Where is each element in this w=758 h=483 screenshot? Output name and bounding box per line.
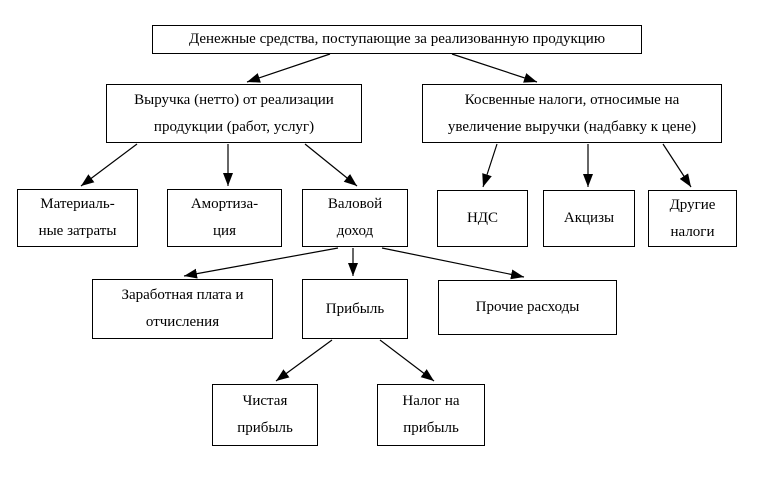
node-profit xyxy=(302,279,408,339)
node-wages-line2: отчисления xyxy=(145,314,220,330)
node-other-taxes xyxy=(648,190,737,247)
node-depreciation xyxy=(167,189,282,247)
node-net-revenue-line1: Выручка (нетто) от реализации xyxy=(134,91,334,108)
node-vat xyxy=(437,190,528,247)
node-excise-label: Акцизы xyxy=(563,210,615,226)
node-net-revenue xyxy=(106,84,362,143)
node-gross-income-line2: доход xyxy=(336,223,374,239)
edge-gross-income-to-wages xyxy=(184,248,338,276)
node-gross-income xyxy=(302,189,408,247)
node-depreciation-line1: Амортиза- xyxy=(190,196,259,212)
node-indirect-taxes-line1: Косвенные налоги, относимые на xyxy=(464,91,680,108)
edge-net-revenue-to-gross-income xyxy=(305,144,357,186)
node-net-profit-line1: Чистая xyxy=(242,393,288,409)
edge-cash-to-net-revenue xyxy=(247,54,330,82)
node-other-expenses-label: Прочие расходы xyxy=(475,299,580,315)
node-wages xyxy=(92,279,273,339)
node-material-costs xyxy=(17,189,138,247)
node-profit-tax-line2: прибыль xyxy=(403,420,459,436)
node-vat-label: НДС xyxy=(466,210,499,226)
edge-indirect-taxes-to-vat xyxy=(483,144,497,187)
node-net-profit-line2: прибыль xyxy=(237,420,293,436)
node-other-expenses xyxy=(438,280,617,335)
node-profit-label: Прибыль xyxy=(325,300,385,317)
node-indirect-taxes xyxy=(422,84,722,143)
node-cash xyxy=(152,25,642,54)
node-depreciation-line2: ция xyxy=(213,223,236,239)
node-gross-income-line1: Валовой xyxy=(327,196,383,212)
node-cash-label: Денежные средства, поступающие за реализованную продукцию xyxy=(188,31,606,47)
node-other-taxes-line1: Другие xyxy=(669,196,716,213)
node-material-costs-line1: Материаль- xyxy=(40,196,115,212)
node-material-costs-line2: ные затраты xyxy=(38,223,117,239)
node-indirect-taxes-line2: увеличение выручки (надбавку к цене) xyxy=(447,118,697,135)
edge-indirect-taxes-to-other-taxes xyxy=(663,144,691,187)
node-other-taxes-line2: налоги xyxy=(670,223,715,240)
node-net-profit xyxy=(212,384,318,446)
edge-gross-income-to-other-expenses xyxy=(382,248,524,277)
node-excise xyxy=(543,190,635,247)
edge-net-revenue-to-material-costs xyxy=(81,144,137,186)
node-profit-tax xyxy=(377,384,485,446)
edge-cash-to-indirect-taxes xyxy=(452,54,537,82)
node-net-revenue-line2: продукции (работ, услуг) xyxy=(153,118,315,135)
edge-profit-to-profit-tax xyxy=(380,340,434,381)
node-wages-line1: Заработная плата и xyxy=(121,287,244,303)
node-profit-tax-line1: Налог на xyxy=(402,393,460,409)
edge-profit-to-net-profit xyxy=(276,340,332,381)
